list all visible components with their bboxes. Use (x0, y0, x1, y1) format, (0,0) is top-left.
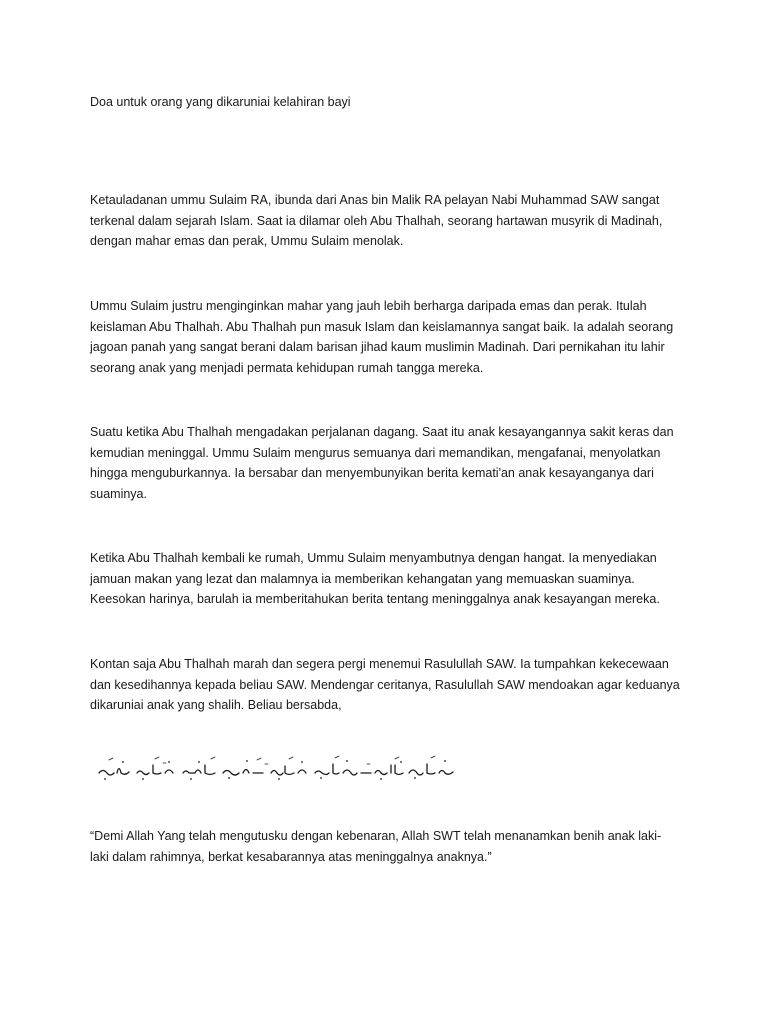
document-title: Doa untuk orang yang dikaruniai kelahiran bayi (90, 95, 351, 109)
paragraph-6-translation (90, 826, 680, 867)
paragraph-4-line-1: Ketika Abu Thalhah kembali ke rumah, Ummu Sulaim menyambutnya dengan hangat. Ia menyediakan (90, 551, 657, 565)
arabic-hadith-line (95, 753, 460, 787)
paragraph-2-line-3: jagoan panah yang sangat berani dalam barisan jihad kaum muslimin Madinah. Dari pernikahan itu lahir (90, 340, 665, 355)
paragraph-1-line-3: dengan mahar emas dan perak, Ummu Sulaim menolak. (90, 234, 404, 249)
paragraph-2-line-2: keislaman Abu Thalhah. Abu Thalhah pun masuk Islam dan keislamannya sangat baik. Ia adalah seorang (90, 319, 674, 334)
paragraph-1-line-2: terkenal dalam sejarah Islam. Saat ia dilamar oleh Abu Thalhah, seorang hartawan musyrik di Madinah, (90, 213, 663, 228)
paragraph-3-line-2: kemudian meninggal. Ummu Sulaim mengurus semuanya dari memandikan, mengafanai, menyolatkan (90, 445, 661, 460)
paragraph-5 (90, 654, 680, 716)
paragraph-3 (90, 422, 680, 504)
paragraph-2 (90, 296, 680, 378)
paragraph-4-line-2: jamuan makan yang lezat dan malamnya ia memberikan kehangatan yang memuaskan suaminya. (90, 571, 635, 586)
paragraph-6-line-1: “Demi Allah Yang telah mengutusku dengan kebenaran, Allah SWT telah menanamkan benih anak laki- (90, 829, 662, 843)
paragraph-2-line-4: seorang anak yang menjadi permata kehidupan rumah tangga mereka. (90, 360, 484, 375)
paragraph-5-line-3: dikaruniai anak yang shalih. Beliau bersabda, (90, 698, 342, 713)
paragraph-3-line-1: Suatu ketika Abu Thalhah mengadakan perjalanan dagang. Saat itu anak kesayangannya sakit keras dan (90, 425, 674, 439)
paragraph-5-line-1: Kontan saja Abu Thalhah marah dan segera pergi menemui Rasulullah SAW. Ia tumpahkan kekecewaan (90, 657, 669, 671)
paragraph-4-line-3: Keesokan harinya, barulah ia memberitahukan berita tentang meninggalnya anak kesayangan mereka. (90, 592, 660, 607)
paragraph-2-line-1: Ummu Sulaim justru menginginkan mahar yang jauh lebih berharga daripada emas dan perak. Itulah (90, 299, 647, 313)
paragraph-4 (90, 548, 680, 610)
paragraph-5-line-2: dan kesedihannya kepada beliau SAW. Mendengar ceritanya, Rasulullah SAW mendoakan agar keduanya (90, 677, 680, 692)
paragraph-1-line-1: Ketauladanan ummu Sulaim RA, ibunda dari Anas bin Malik RA pelayan Nabi Muhammad SAW sangat (90, 193, 660, 207)
paragraph-6-line-2: laki dalam rahimnya, berkat kesabarannya atas meninggalnya anaknya.” (90, 849, 492, 864)
paragraph-3-line-3: hingga menguburkannya. Ia bersabar dan menyembunyikan berita kemati'an anak kesayanganya dari (90, 466, 654, 481)
paragraph-1 (90, 190, 680, 252)
paragraph-3-line-4: suaminya. (90, 486, 147, 501)
